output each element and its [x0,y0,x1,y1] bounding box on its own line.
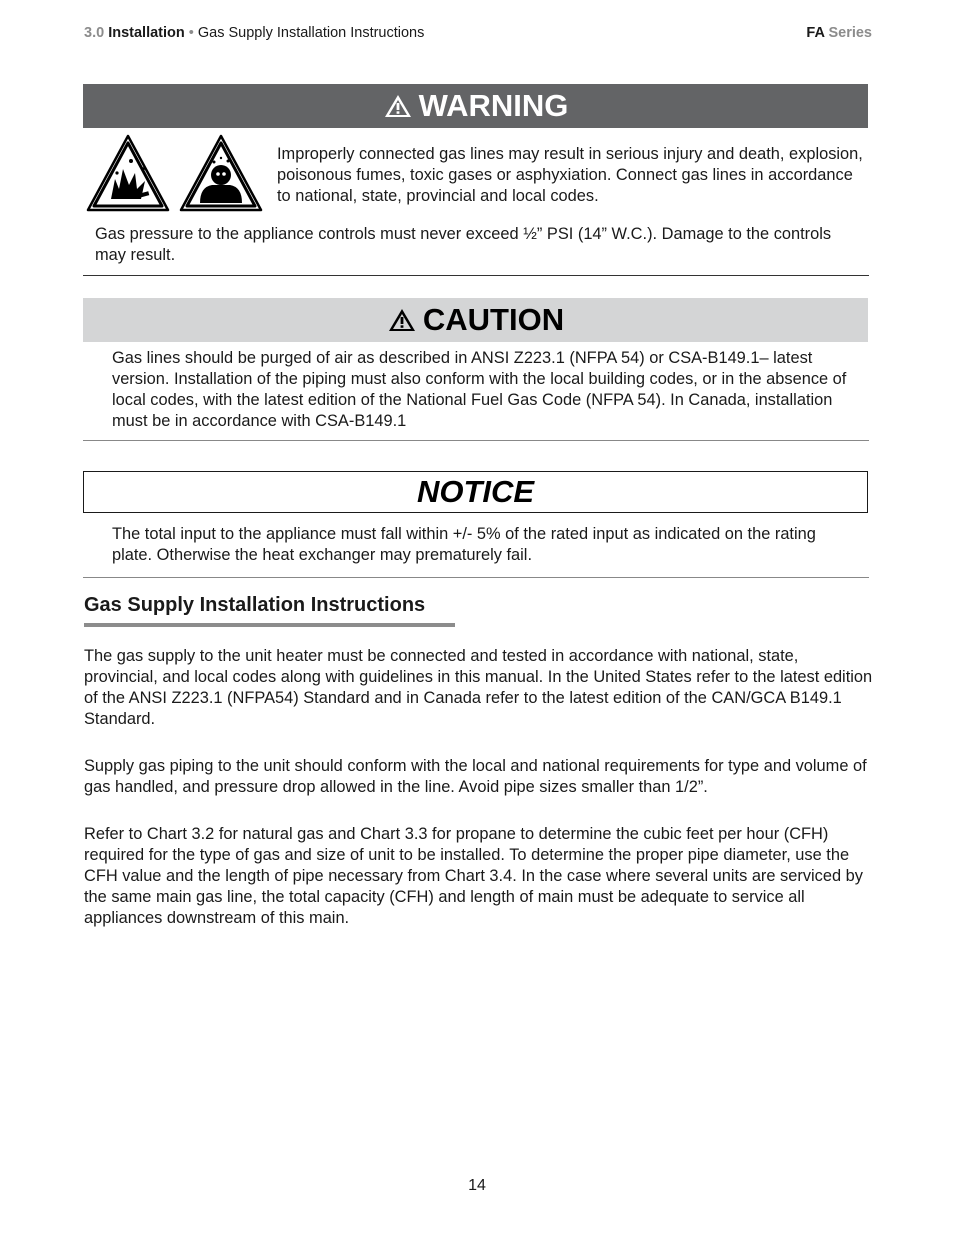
series-label: Series [828,25,872,41]
section-number: 3.0 [84,25,105,41]
body-paragraph: Supply gas piping to the unit should conform with the local and national requirements for type and volume of gas handled, and pressure drop allowed in the line. Avoid pipe sizes smaller than 1/2”. [84,757,867,796]
warning-banner [83,84,868,128]
warning-text: Improperly connected gas lines may result in serious injury and death, explosion, poisonous fumes, toxic gases or asphyxiation. Connect gas lines in accordance to national, state, provincial and local codes. [277,145,863,205]
caution-banner [83,298,868,342]
body-paragraph: Refer to Chart 3.2 for natural gas and Chart 3.3 for propane to determine the cubic feet per hour (CFH) required for the type of gas and size of unit to be installed. To determine the proper pipe diameter, use the CFH value and the length of pipe necessary from Chart 3.4. In the case where several units are serviced by the same main gas line, the total capacity (CFH) and length of main must be adequate to service all appliances downstream of this main. [84,825,863,927]
caution-text: Gas lines should be purged of air as described in ANSI Z223.1 (NFPA 54) or CSA-B149.1– latest version. Installation of the piping must also conform with the local building codes, or in the absence of local codes, with the latest edition of the National Fuel Gas Code (NFPA 54). In Canada, installation must be in accordance with CSA-B149.1 [112,349,847,430]
warning-triangle-icon [387,307,417,333]
caution-title: CAUTION [422,302,565,337]
divider [83,440,869,441]
notice-title: NOTICE [416,474,535,509]
section-name: Installation [108,25,185,41]
notice-text: The total input to the appliance must fall within +/- 5% of the rated input as indicated on the rating plate. Otherwise the heat exchanger may prematurely fail. [112,525,816,564]
warning-triangle-icon [383,93,413,119]
product-name: FA [806,25,825,41]
notice-banner [83,471,868,513]
section-title: Gas Supply Installation Instructions [84,594,426,616]
divider [83,577,869,578]
breadcrumb-separator: • [188,25,194,41]
warning-title: WARNING [418,88,569,123]
breadcrumb [84,25,424,41]
subsection-name: Gas Supply Installation Instructions [197,25,425,41]
page-header [84,25,872,43]
body-paragraph: The gas supply to the unit heater must be connected and tested in accordance with national, state, provincial, and local codes along with guidelines in this manual. In the United States refer to the latest edition of the ANSI Z223.1 (NFPA54) Standard and in Canada refer to the latest edition of the CAN/GCA B149.1 Standard. [84,647,873,728]
warning-pressure-text: Gas pressure to the appliance controls must never exceed ½” PSI (14” W.C.). Damage to the controls may result. [95,225,832,264]
toxic-gas-hazard-icon [178,133,264,213]
explosion-hazard-icon [85,133,171,213]
divider [83,275,869,276]
product-series [806,25,872,41]
title-underline [84,623,455,627]
page-number: 14 [468,1177,486,1194]
